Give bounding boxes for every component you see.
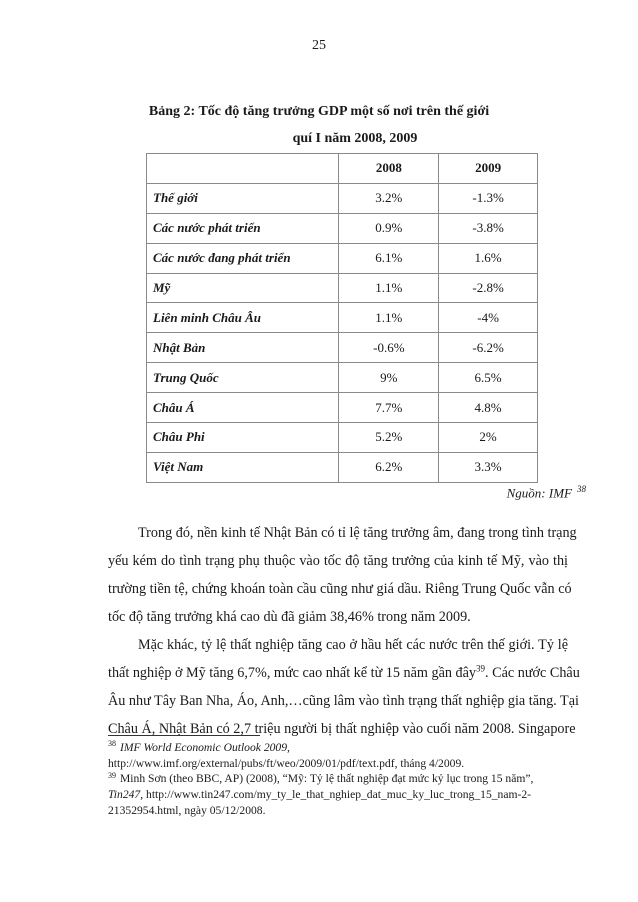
growth-2009: -2.8% [439, 273, 538, 303]
growth-2009: -3.8% [439, 213, 538, 243]
region-name: Nhật Bản [147, 333, 339, 363]
table-title: Bảng 2: Tốc độ tăng trưởng GDP một số nơi trên thế giới [148, 104, 490, 119]
paragraph-line: Châu Á, Nhật Bản có 2,7 triệu người bị thất nghiệp vào cuối năm 2008. Singapore [108, 721, 576, 737]
footnote-38 [108, 740, 578, 756]
growth-2009: 3.3% [439, 452, 538, 482]
footnotes [108, 740, 578, 819]
footnote-link-line[interactable] [108, 787, 578, 803]
footnote-ref-39: 39 [476, 663, 486, 674]
growth-2008: 7.7% [339, 393, 439, 423]
footnote-url[interactable]: , http://www.tin247.com/my_ty_le_that_nghiep_dat_muc_ky_luc_trong_15_nam-2- [140, 788, 532, 802]
growth-2009: -4% [439, 303, 538, 333]
table-row [147, 423, 538, 453]
region-name: Liên minh Châu Âu [147, 303, 339, 333]
table-row [147, 303, 538, 333]
table-row [147, 273, 538, 303]
header-empty-cell [147, 154, 339, 184]
footnote-link[interactable]: http://www.imf.org/external/pubs/ft/weo/2009/01/pdf/text.pdf, tháng 4/2009. [108, 756, 465, 770]
paragraph-text: . Các nước Châu [485, 665, 580, 681]
region-name: Mỹ [147, 273, 339, 303]
growth-2009: 2% [439, 423, 538, 453]
growth-2008: 1.1% [339, 273, 439, 303]
growth-2009: 4.8% [439, 393, 538, 423]
paragraph-line: Mặc khác, tỷ lệ thất nghiệp tăng cao ở hầu hết các nước trên thế giới. Tỷ lệ [138, 637, 568, 653]
table-header-row [147, 154, 538, 184]
paragraph-text: thất nghiệp ở Mỹ tăng 6,7%, mức cao nhất kể từ 15 năm gần đây [108, 665, 477, 681]
region-name: Thế giới [147, 183, 339, 213]
growth-2009: -1.3% [439, 183, 538, 213]
paragraph-1 [108, 519, 577, 631]
table-subtitle: quí I năm 2008, 2009 [292, 131, 418, 146]
paragraph-2 [108, 631, 580, 743]
table-row [147, 452, 538, 482]
footnote-39 [108, 771, 578, 787]
header-2009: 2009 [439, 154, 538, 184]
growth-2008: 0.9% [339, 213, 439, 243]
source-footnote-ref: 38 [577, 484, 586, 494]
growth-2008: 6.2% [339, 452, 439, 482]
region-name: Châu Á [147, 393, 339, 423]
gdp-growth-table [146, 153, 538, 483]
page-number: 25 [312, 38, 326, 53]
growth-2008: 3.2% [339, 183, 439, 213]
paragraph-line: yếu kém do tình trạng phụ thuộc vào tốc độ tăng trưởng của kinh tế Mỹ, vào thị [108, 553, 568, 569]
footnote-number: 38 [108, 739, 116, 749]
footnote-text: Minh Sơn (theo BBC, AP) (2008), “Mỹ: Tỷ lệ thất nghiệp đạt mức kỷ lục trong 15 năm”, [120, 772, 534, 786]
growth-2009: -6.2% [439, 333, 538, 363]
footnote-number: 39 [108, 770, 116, 780]
paragraph-line: Trong đó, nền kinh tế Nhật Bản có tỉ lệ tăng trưởng âm, đang trong tình trạng [138, 525, 577, 541]
footnote-source-name: Tin247 [108, 788, 141, 802]
growth-2008: 9% [339, 363, 439, 393]
header-2008: 2008 [339, 154, 439, 184]
growth-2008: 5.2% [339, 423, 439, 453]
table-source [507, 484, 586, 501]
paragraph-line [108, 659, 580, 687]
footnote-text: 21352954.html, ngày 05/12/2008. [108, 803, 266, 817]
region-name: Việt Nam [147, 452, 339, 482]
growth-2008: -0.6% [339, 333, 439, 363]
region-name: Các nước đang phát triển [147, 243, 339, 273]
table-row [147, 333, 538, 363]
region-name: Các nước phát triển [147, 213, 339, 243]
footnote-title: IMF World Economic Outlook 2009, [120, 741, 290, 754]
footnote-separator [108, 735, 260, 736]
region-name: Châu Phi [147, 423, 339, 453]
table-row [147, 393, 538, 423]
paragraph-line: trường tiền tệ, chứng khoán toàn cầu cũng như giá dầu. Riêng Trung Quốc vẫn có [108, 581, 572, 597]
growth-2009: 1.6% [439, 243, 538, 273]
source-label: Nguồn: IMF [506, 485, 572, 501]
paragraph-line: tốc độ tăng trưởng khá cao dù đã giảm 38,46% trong năm 2009. [108, 609, 471, 625]
growth-2009: 6.5% [439, 363, 538, 393]
table-row [147, 183, 538, 213]
table-row [147, 243, 538, 273]
region-name: Trung Quốc [147, 363, 339, 393]
table-row [147, 213, 538, 243]
table-row [147, 363, 538, 393]
paragraph-line: Âu như Tây Ban Nha, Áo, Anh,…cũng lâm vào tình trạng thất nghiệp gia tăng. Tại [108, 693, 579, 709]
growth-2008: 1.1% [339, 303, 439, 333]
growth-2008: 6.1% [339, 243, 439, 273]
